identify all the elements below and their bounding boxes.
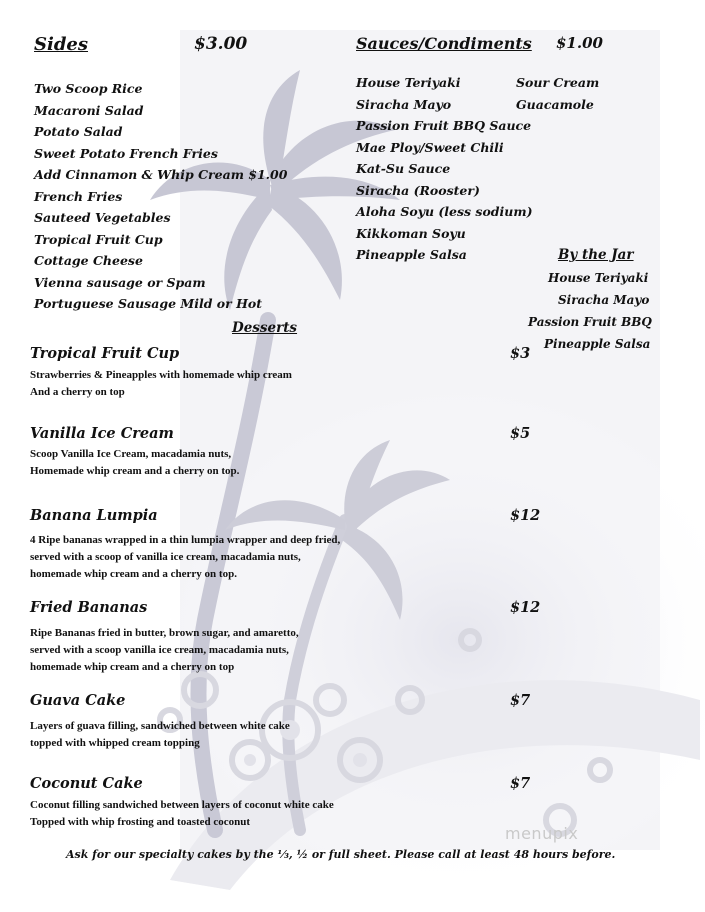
sauces-title: Sauces/Condiments	[356, 34, 532, 53]
dessert-description	[30, 718, 290, 752]
sides-list	[34, 78, 287, 315]
description-line: Topped with whip frosting and toasted coconut	[30, 816, 251, 828]
list-item: Mae Ploy/Sweet Chili	[356, 139, 504, 155]
list-item: Portuguese Sausage Mild or Hot	[34, 296, 262, 311]
list-item: Two Scoop Rice	[34, 81, 143, 96]
description-line: Strawberries & Pineapples with homemade whip cream	[30, 369, 292, 381]
list-item: Kat-Su Sauce	[356, 161, 451, 176]
description-line: homemade whip cream and a cherry on top	[30, 661, 235, 673]
list-item: Cottage Cheese	[34, 253, 143, 268]
sauces-list	[356, 72, 533, 266]
sides-price: $3.00	[194, 34, 248, 54]
dessert-name: Vanilla Ice Cream	[30, 425, 174, 442]
list-item: Pineapple Salsa	[356, 247, 467, 262]
dessert-description	[30, 367, 292, 401]
list-item: Passion Fruit BBQ	[528, 315, 652, 329]
dessert-description	[30, 797, 334, 831]
description-line: Layers of guava filling, sandwiched between white cake	[30, 720, 290, 732]
description-line: Coconut filling sandwiched between layers of coconut white cake	[30, 799, 334, 811]
dessert-price: $5	[510, 425, 531, 442]
list-item: Guacamole	[516, 96, 594, 112]
list-item: House Teriyaki	[548, 271, 649, 285]
sauces-price: $1.00	[556, 34, 603, 52]
menupix-watermark: menupix	[505, 824, 579, 843]
list-item: Vienna sausage or Spam	[34, 274, 206, 290]
description-line: Scoop Vanilla Ice Cream, macadamia nuts,	[30, 448, 232, 460]
dessert-name: Guava Cake	[30, 692, 126, 709]
list-item: Aloha Soyu (less sodium)	[356, 204, 533, 219]
desserts-title: Desserts	[232, 320, 298, 336]
dessert-price: $12	[510, 599, 541, 616]
dessert-name: Tropical Fruit Cup	[30, 345, 180, 362]
description-line: And a cherry on top	[30, 386, 125, 398]
dessert-name: Banana Lumpia	[30, 507, 158, 524]
list-item: Sour Cream	[516, 75, 600, 90]
description-line: Homemade whip cream and a cherry on top.	[30, 465, 240, 477]
list-item: French Fries	[34, 188, 123, 204]
list-item: Tropical Fruit Cup	[34, 231, 163, 247]
dessert-name: Fried Bananas	[30, 599, 148, 616]
list-item: Sweet Potato French Fries	[34, 145, 218, 161]
list-item: Potato Salad	[34, 124, 123, 139]
list-item: Kikkoman Soyu	[356, 225, 466, 241]
dessert-price: $3	[510, 345, 531, 362]
description-line: 4 Ripe bananas wrapped in a thin lumpia wrapper and deep fried,	[30, 534, 341, 546]
list-item: Sauteed Vegetables	[34, 210, 171, 225]
list-item: Siracha Mayo	[356, 96, 452, 112]
description-line: Ripe Bananas fried in butter, brown sugar, and amaretto,	[30, 627, 299, 639]
description-line: topped with whipped cream topping	[30, 737, 200, 749]
description-line: served with a scoop vanilla ice cream, macadamia nuts,	[30, 644, 289, 656]
footer-note: Ask for our specialty cakes by the ⅓, ½ or full sheet. Please call at least 48 hours before.	[66, 848, 616, 861]
dessert-price: $12	[510, 507, 541, 524]
dessert-description	[30, 532, 340, 583]
dessert-name: Coconut Cake	[30, 775, 143, 792]
list-item: Macaroni Salad	[34, 102, 144, 118]
dessert-price: $7	[510, 775, 531, 792]
description-line: served with a scoop of vanilla ice cream, macadamia nuts,	[30, 551, 301, 563]
dessert-description	[30, 446, 239, 480]
list-item: Siracha (Rooster)	[356, 182, 480, 198]
list-item: Siracha Mayo	[558, 293, 650, 307]
sides-title: Sides	[34, 34, 89, 55]
list-item: Add Cinnamon & Whip Cream $1.00	[34, 167, 288, 182]
list-item: Passion Fruit BBQ Sauce	[356, 118, 532, 133]
list-item: House Teriyaki	[356, 75, 461, 90]
by-the-jar-title: By the Jar	[558, 247, 634, 263]
sauces-list-right	[516, 72, 599, 115]
dessert-price: $7	[510, 692, 531, 709]
dessert-description	[30, 625, 299, 676]
list-item: Pineapple Salsa	[544, 337, 651, 351]
description-line: homemade whip cream and a cherry on top.	[30, 568, 237, 580]
